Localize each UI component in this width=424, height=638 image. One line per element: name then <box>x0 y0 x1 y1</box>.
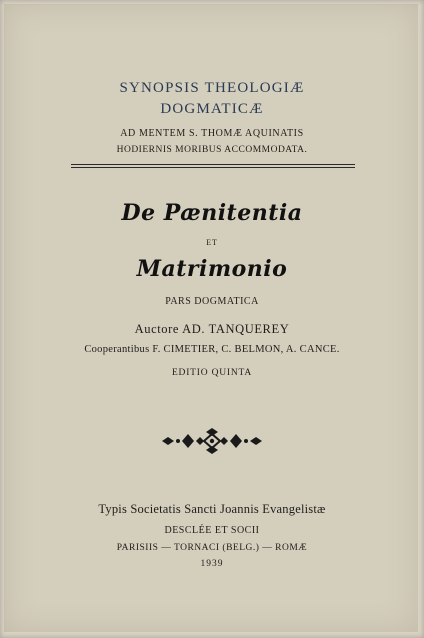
author-line: Auctore AD. TANQUEREY <box>134 322 290 336</box>
cooperators-line: Cooperantibus F. CIMETIER, C. BELMON, A. CANCE. <box>84 344 340 355</box>
title-part1: De Pænitentia <box>121 200 303 226</box>
series-title-line2: DOGMATICÆ <box>160 101 264 117</box>
double-rule-bottom <box>71 167 355 168</box>
subtitle: PARS DOGMATICA <box>165 296 259 307</box>
hodiernis-line: HODIERNIS MORIBUS ACCOMMODATA. <box>116 145 308 155</box>
series-title-line1: SYNOPSIS THEOLOGIÆ <box>119 80 305 96</box>
title-conjunction: ET <box>206 238 218 247</box>
printer-line: Typis Societatis Sancti Joannis Evangelistæ <box>98 502 326 516</box>
fleuron-ornament-icon <box>160 428 264 454</box>
year-line: 1939 <box>200 559 224 569</box>
cities-line: PARISIIS — TORNACI (BELG.) — ROMÆ <box>116 543 308 553</box>
book-cover <box>4 4 418 632</box>
ad-mentem-line: AD MENTEM S. THOMÆ AQUINATIS <box>120 128 304 139</box>
edition-line: EDITIO QUINTA <box>171 368 253 378</box>
double-rule-top <box>71 164 355 165</box>
title-part2: Matrimonio <box>136 256 288 282</box>
publisher-line: DESCLÉE ET SOCII <box>164 525 260 536</box>
